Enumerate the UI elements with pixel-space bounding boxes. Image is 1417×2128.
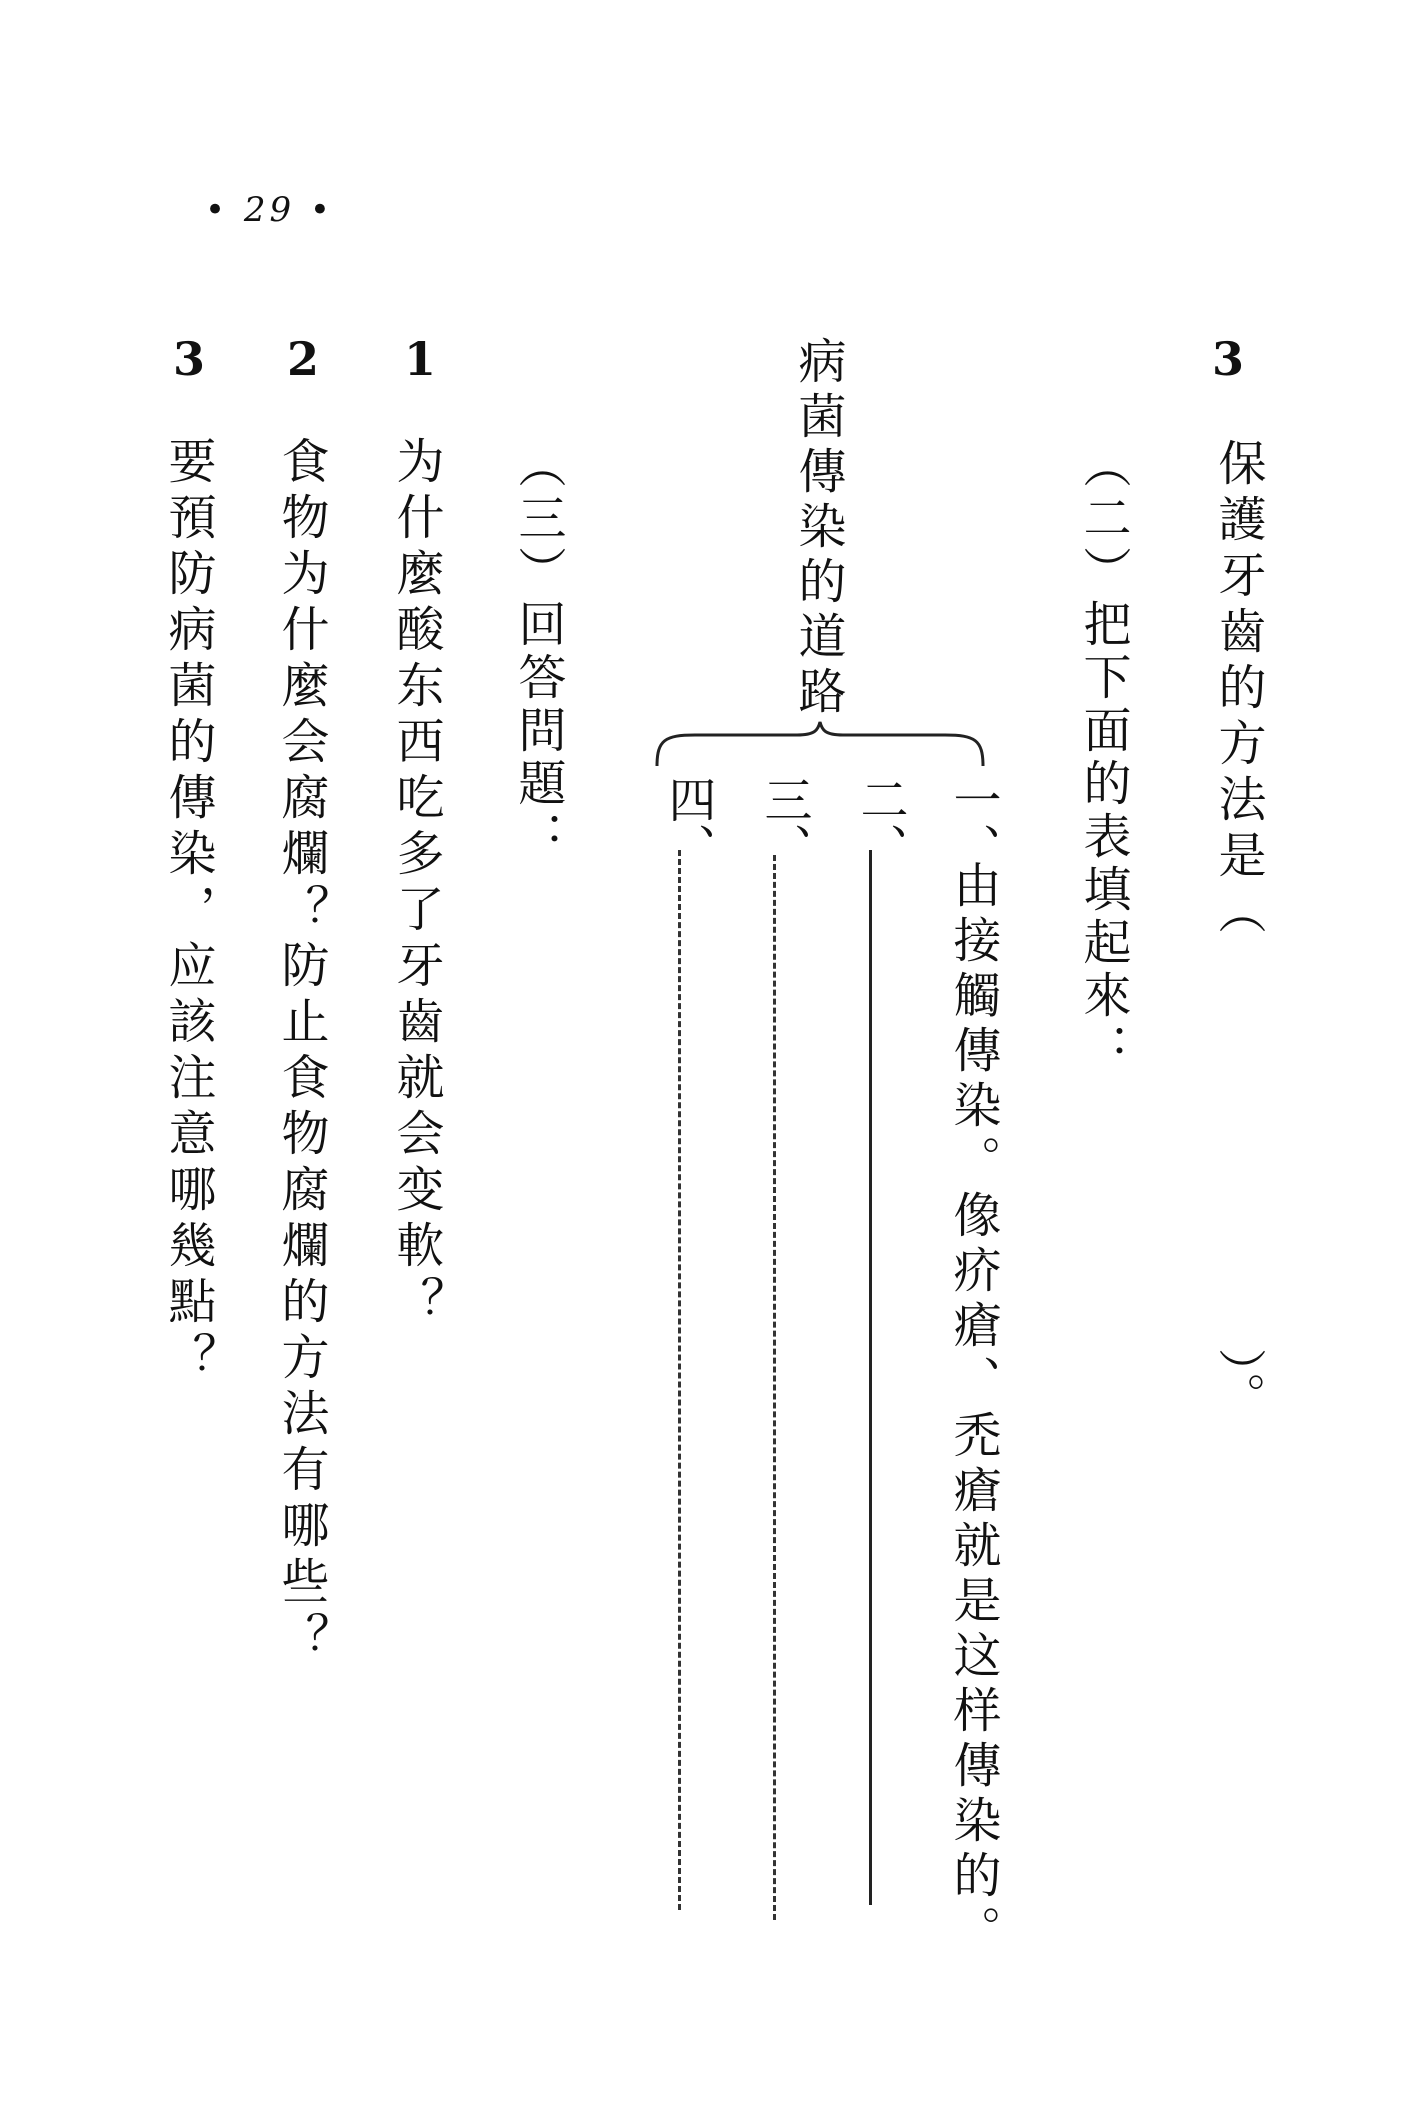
table-row-3-answer-line (773, 855, 776, 1920)
question-3-blank-end: ）。 (1210, 1348, 1266, 1420)
question-3-number: 3 (1212, 332, 1245, 386)
table-title: 病菌傳染的道路 (790, 336, 846, 721)
question-1-number: 1 (404, 332, 437, 386)
section-2-heading: （二）把下面的表填起來： (1075, 440, 1131, 1076)
table-row-2-answer-line (869, 850, 872, 1905)
table-row-1-label: 一、 (945, 775, 1001, 871)
table-row-4-answer-line (678, 850, 681, 1910)
table-row-3-label: 三、 (756, 775, 812, 871)
question-3b-number: 3 (173, 332, 206, 386)
table-row-2-label: 二、 (852, 775, 908, 871)
question-2-text: 食物为什麼会腐爛？防止食物腐爛的方法有哪些？ (273, 436, 329, 1668)
section-3-heading: （三）回答問題： (510, 440, 566, 864)
page-number: • 29 • (205, 190, 334, 230)
question-3b-text: 要預防病菌的傳染，应該注意哪幾點？ (160, 436, 216, 1388)
question-3-text: 保護牙齒的方法是（ (1210, 438, 1266, 942)
table-brace (655, 720, 985, 770)
table-row-4-label: 四、 (660, 775, 716, 871)
table-row-1-text: 由接觸傳染。像疥瘡、禿瘡就是这样傳染的。 (945, 860, 1001, 1960)
question-2-number: 2 (287, 332, 320, 386)
question-1-text: 为什麼酸东西吃多了牙齒就会变軟？ (388, 436, 444, 1332)
